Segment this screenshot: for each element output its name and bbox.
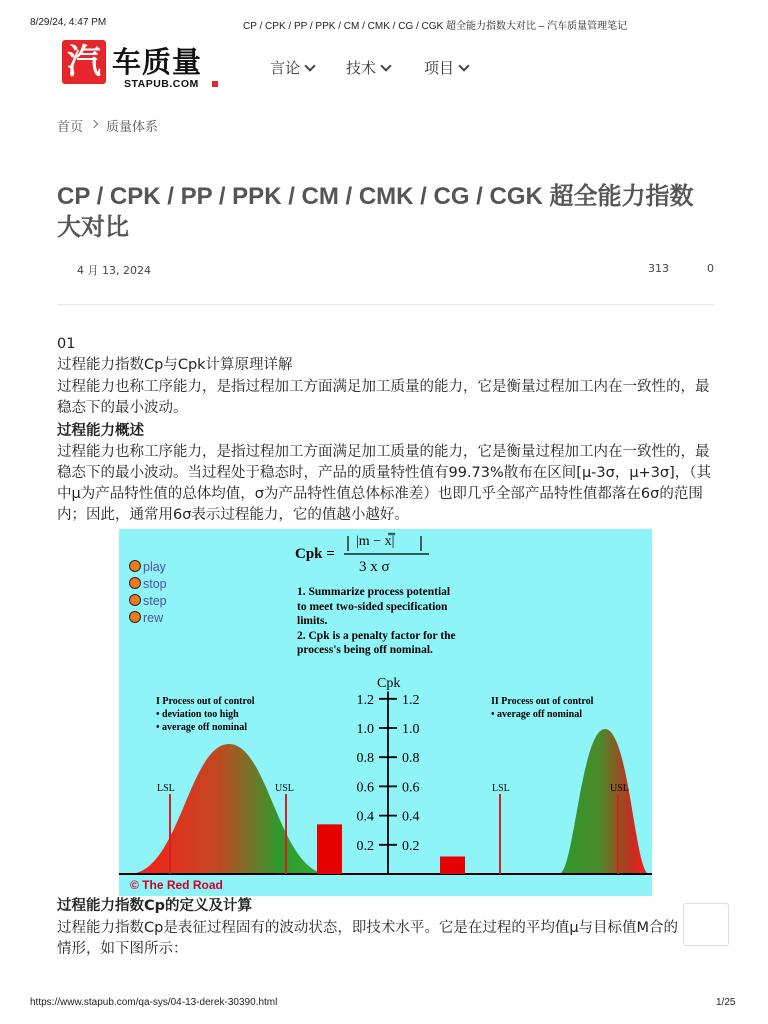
cp-paragraph: 过程能力指数Cp是表征过程固有的波动状态，即技术水平。它是在过程的平均值μ与目标值M合的情形，如下图所示：: [57, 920, 679, 957]
tick-label-right: 0.8: [402, 751, 420, 767]
overview-paragraph: 过程能力也称工序能力，是指过程加工方面满足加工质量的能力，它是衡量过程加工内在一致性的，最稳态下的最小波动。当过程处于稳态时，产品的质量特性值有99.73%散布在区间[μ-3σ，μ+3σ]，（其中μ为产品特性值的总体均值，σ为产品特性值总体标准差）也即几乎全部产品特性值都落在6σ的范围内；因此，通常用6σ表示过程能力，它的值越小越好。: [57, 444, 712, 523]
usl-label-right: USL: [610, 783, 629, 794]
axis-title: Cpk: [377, 676, 401, 691]
print-page-number: 1/25: [716, 997, 736, 1008]
site-logo-mark[interactable]: 汽: [62, 40, 106, 84]
rewind-icon: [129, 611, 141, 623]
print-doc-title: CP / CPK / PP / PPK / CM / CMK / CG / CGK 超全能力指数大对比 – 汽车质量管理笔记: [243, 21, 628, 32]
chevron-down-icon: [304, 60, 315, 71]
tick-label-left: 0.2: [356, 838, 374, 854]
tick-label-right: 1.2: [402, 692, 420, 708]
left-panel-notes: [156, 695, 255, 734]
left-panel-bullet: • average off nominal: [156, 722, 247, 733]
stop-icon: [129, 577, 141, 589]
figure-notes: [297, 585, 517, 658]
note-line: 2. Cpk is a penalty factor for the: [297, 629, 456, 642]
nav-item-label: 技术: [346, 59, 377, 77]
right-panel-bullet: • average off nominal: [491, 709, 582, 720]
note-line: to meet two-sided specification: [297, 600, 448, 613]
tick-label-right: 1.0: [402, 722, 420, 737]
logo-dot: [212, 81, 218, 87]
note-line: limits.: [297, 615, 328, 627]
left-panel-bullet: • deviation too high: [156, 709, 239, 720]
nav-item-label: 项目: [424, 59, 455, 77]
print-url: https://www.stapub.com/qa-sys/04-13-derek-30390.html: [30, 997, 278, 1008]
cpk-bar-left: [317, 824, 342, 874]
formula-numerator: |m − x̿|: [356, 534, 395, 549]
section-subtitle: 过程能力指数Cp与Cpk计算原理详解: [57, 357, 293, 373]
stop-label: stop: [143, 577, 167, 591]
site-logo-domain: STAPUB.COM: [124, 78, 199, 90]
lsl-label-left: LSL: [157, 783, 175, 794]
note-line: 1. Summarize process potential: [297, 586, 451, 598]
view-count: 313: [648, 262, 669, 275]
left-distribution-curve: [129, 744, 329, 874]
rewind-label: rew: [143, 611, 164, 625]
cpk-bar-right: [440, 856, 465, 874]
post-date: 4 月 13, 2024: [77, 264, 151, 277]
tick-label-left: 1.2: [356, 692, 374, 708]
page-title: CP / CPK / PP / PPK / CM / CMK / CG / CGK 超全能力指数大对比: [57, 183, 694, 241]
step-label: step: [143, 594, 167, 608]
breadcrumb-home[interactable]: 首页: [57, 120, 84, 135]
chevron-right-icon: [90, 120, 98, 128]
tick-label-left: 0.8: [356, 751, 374, 767]
tick-label-right: 0.2: [402, 838, 420, 854]
tick-label-left: 1.0: [356, 722, 374, 737]
rewind-button[interactable]: [129, 610, 163, 625]
overview-heading: 过程能力概述: [57, 423, 144, 439]
breadcrumb-category[interactable]: 质量体系: [106, 120, 159, 135]
play-label: play: [143, 560, 166, 574]
play-button[interactable]: [129, 559, 166, 574]
nav-item-tech[interactable]: [346, 57, 390, 78]
lsl-label-right: LSL: [492, 783, 510, 794]
cpk-axis: [357, 692, 420, 875]
tick-label-right: 0.6: [402, 780, 420, 796]
comment-count[interactable]: 0: [707, 262, 714, 275]
right-panel-notes: [491, 695, 593, 721]
divider: [57, 304, 714, 305]
back-to-top-button[interactable]: [683, 903, 729, 946]
step-icon: [129, 594, 141, 606]
formula-denominator: 3 x σ: [359, 559, 390, 575]
right-distribution-curve: [559, 729, 649, 874]
formula-label: Cpk =: [295, 546, 335, 562]
nav-item-opinion[interactable]: [270, 57, 314, 78]
cpk-figure: [119, 529, 652, 896]
chevron-down-icon: [458, 60, 469, 71]
usl-label-left: USL: [275, 783, 294, 794]
nav-item-projects[interactable]: [424, 57, 468, 78]
step-button[interactable]: [129, 593, 167, 608]
tick-label-right: 0.4: [402, 809, 420, 825]
right-panel-heading: II Process out of control: [491, 696, 594, 707]
chevron-down-icon: [380, 60, 391, 71]
stop-button[interactable]: [129, 576, 167, 591]
intro-paragraph: 过程能力也称工序能力，是指过程加工方面满足加工质量的能力，它是衡量过程加工内在一致性的，最稳态下的最小波动。: [57, 379, 710, 416]
tick-label-left: 0.6: [356, 780, 374, 796]
copyright: © The Red Road: [130, 878, 223, 892]
left-panel-heading: I Process out of control: [156, 696, 255, 707]
play-icon: [129, 560, 141, 572]
site-logo-name[interactable]: 车质量: [112, 45, 203, 79]
print-datetime: 8/29/24, 4:47 PM: [30, 17, 107, 28]
note-line: process's being off nominal.: [297, 644, 433, 656]
tick-label-left: 0.4: [356, 809, 374, 825]
section-number: 01: [57, 336, 76, 352]
nav-item-label: 言论: [270, 59, 301, 77]
cp-heading: 过程能力指数Cp的定义及计算: [57, 898, 253, 914]
